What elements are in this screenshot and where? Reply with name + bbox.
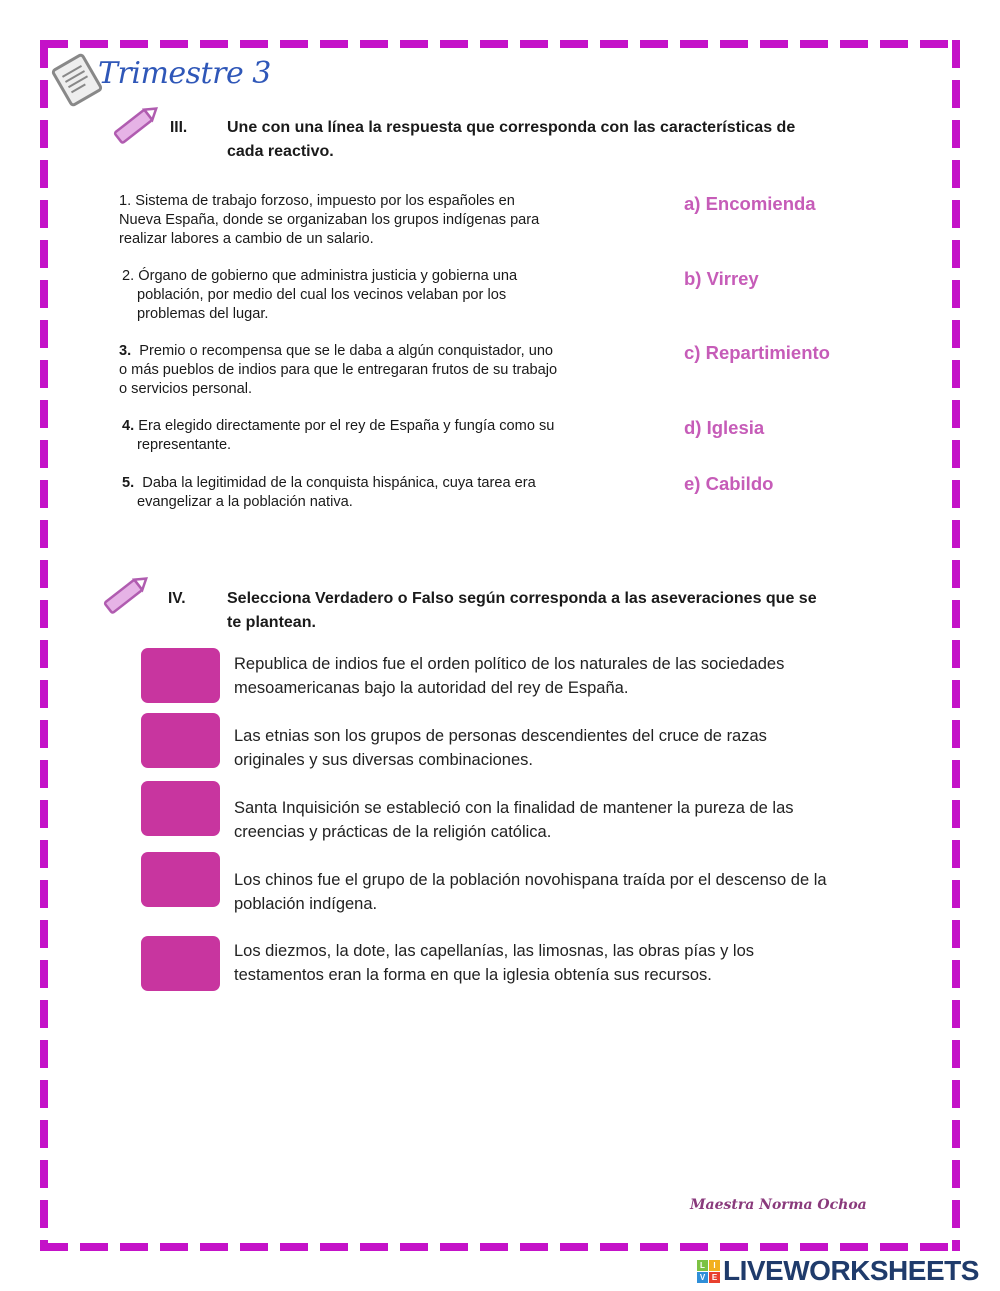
instruction-line: Une con una línea la respuesta que corresponda con las características de	[227, 119, 796, 136]
true-false-select-1[interactable]	[141, 648, 220, 703]
section-4-instruction	[227, 587, 847, 635]
instruction-line: Selecciona Verdadero o Falso según corresponda a las aseveraciones que se	[227, 590, 817, 607]
instruction-line: cada reactivo.	[227, 143, 334, 160]
pencil-icon	[98, 568, 154, 622]
true-false-select-4[interactable]	[141, 852, 220, 907]
liveworksheets-logo[interactable]	[697, 1255, 979, 1287]
true-false-select-3[interactable]	[141, 781, 220, 836]
instruction-line: te plantean.	[227, 614, 316, 631]
matching-item-2: 2. Órgano de gobierno que administra justicia y gobierna una población, por medio del cual los vecinos velaban por los problemas del lugar.	[122, 268, 518, 322]
logo-text: LIVEWORKSHEETS	[723, 1255, 979, 1286]
matching-item-5: 5. Daba la legitimidad de la conquista hispánica, cuya tarea era evangelizar a la población nativa.	[122, 475, 536, 510]
page-title: Trimestre 3	[98, 56, 271, 91]
answer-encomienda[interactable]: a) Encomienda	[684, 193, 816, 214]
logo-icon: L I V E	[697, 1260, 720, 1283]
dashed-border-bottom	[40, 1243, 960, 1251]
statement-4: Los chinos fue el grupo de la población novohispana traída por el descenso de la población indígena.	[234, 871, 827, 913]
section-4-number: IV.	[168, 590, 186, 607]
section-3-instruction	[227, 116, 847, 164]
statement-3: Santa Inquisición se estableció con la finalidad de mantener la pureza de las creencias y prácticas de la religión católica.	[234, 799, 794, 841]
matching-item-3: 3. Premio o recompensa que se le daba a algún conquistador, uno o más pueblos de indios para que le entregaran frutos de su trabajo o servicios personal.	[119, 343, 558, 397]
matching-item-1: 1. Sistema de trabajo forzoso, impuesto por los españoles en Nueva España, donde se organizaban los grupos indígenas para realizar labores a cambio de un salario.	[119, 193, 540, 247]
pencil-icon	[108, 98, 164, 152]
answer-iglesia[interactable]: d) Iglesia	[684, 417, 765, 438]
statement-5: Los diezmos, la dote, las capellanías, las limosnas, las obras pías y los testamentos eran la forma en que la iglesia obtenía sus recursos.	[234, 942, 755, 984]
answer-cabildo[interactable]: e) Cabildo	[684, 473, 774, 494]
dashed-border-right	[952, 40, 960, 1251]
true-false-select-5[interactable]	[141, 936, 220, 991]
section-3-number: III.	[170, 119, 188, 136]
answer-repartimiento[interactable]: c) Repartimiento	[684, 342, 830, 363]
statement-1: Republica de indios fue el orden político de los naturales de las sociedades mesoamericanas bajo la autoridad del rey de España.	[234, 655, 785, 697]
statement-2: Las etnias son los grupos de personas descendientes del cruce de razas originales y sus diversas combinaciones.	[234, 727, 767, 769]
dashed-border-left	[40, 40, 48, 1251]
answer-virrey[interactable]: b) Virrey	[684, 268, 759, 289]
teacher-signature: Maestra Norma Ochoa	[690, 1197, 867, 1213]
true-false-select-2[interactable]	[141, 713, 220, 768]
matching-item-4: 4. Era elegido directamente por el rey de España y fungía como su representante.	[122, 418, 555, 453]
dashed-border-top	[40, 40, 960, 48]
